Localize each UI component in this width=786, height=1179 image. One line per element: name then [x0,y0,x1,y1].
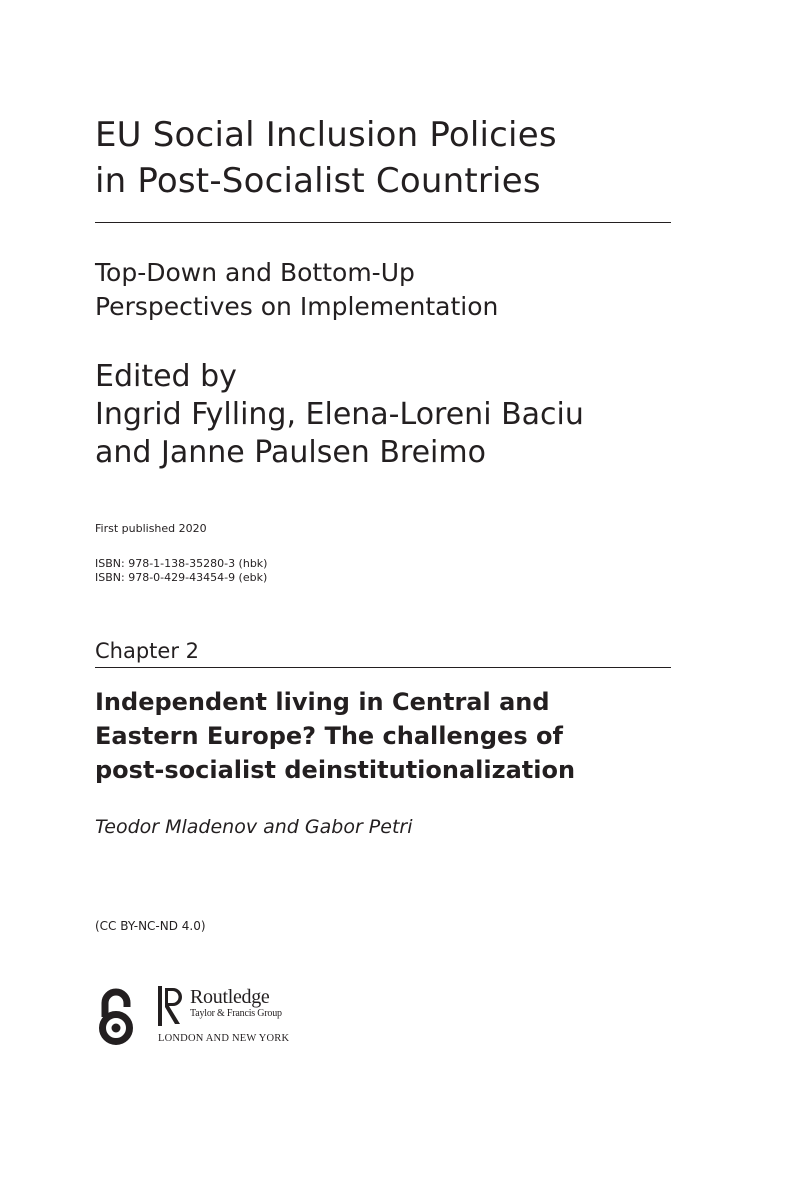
edited-by-label: Edited by [95,359,237,394]
isbn-ebk: ISBN: 978-0-429-43454-9 (ebk) [95,571,268,584]
chapter-title-line-2: Eastern Europe? The challenges of [95,722,563,750]
publisher-cities: LONDON AND NEW YORK [158,1033,290,1044]
title-divider [95,222,671,223]
chapter-divider [95,667,671,668]
license-notice: (CC BY-NC-ND 4.0) [95,919,206,933]
editors-line-1: Ingrid Fylling, Elena-Loreni Baciu [95,397,584,432]
editors-line-2: and Janne Paulsen Breimo [95,435,486,470]
publisher-brand [190,986,282,1020]
chapter-authors: Teodor Mladenov and Gabor Petri [95,816,413,838]
book-subtitle [95,256,695,324]
routledge-r-logo [158,986,184,1026]
book-title-line-1: EU Social Inclusion Policies [95,115,557,155]
open-access-icon [95,987,137,1045]
book-subtitle-line-1: Top-Down and Bottom-Up [95,258,415,287]
first-published: First published 2020 [95,522,207,535]
book-title [95,112,695,204]
book-title-line-2: in Post-Socialist Countries [95,161,541,201]
book-subtitle-line-2: Perspectives on Implementation [95,292,499,321]
chapter-title [95,685,695,787]
isbn-hbk: ISBN: 978-1-138-35280-3 (hbk) [95,557,268,570]
chapter-label: Chapter 2 [95,639,199,663]
publisher-name: Routledge [190,986,270,1008]
chapter-title-line-3: post-socialist deinstitutionalization [95,756,576,784]
editors-block [95,358,715,472]
publisher-group: Taylor & Francis Group [190,1008,282,1019]
chapter-title-line-1: Independent living in Central and [95,688,550,716]
